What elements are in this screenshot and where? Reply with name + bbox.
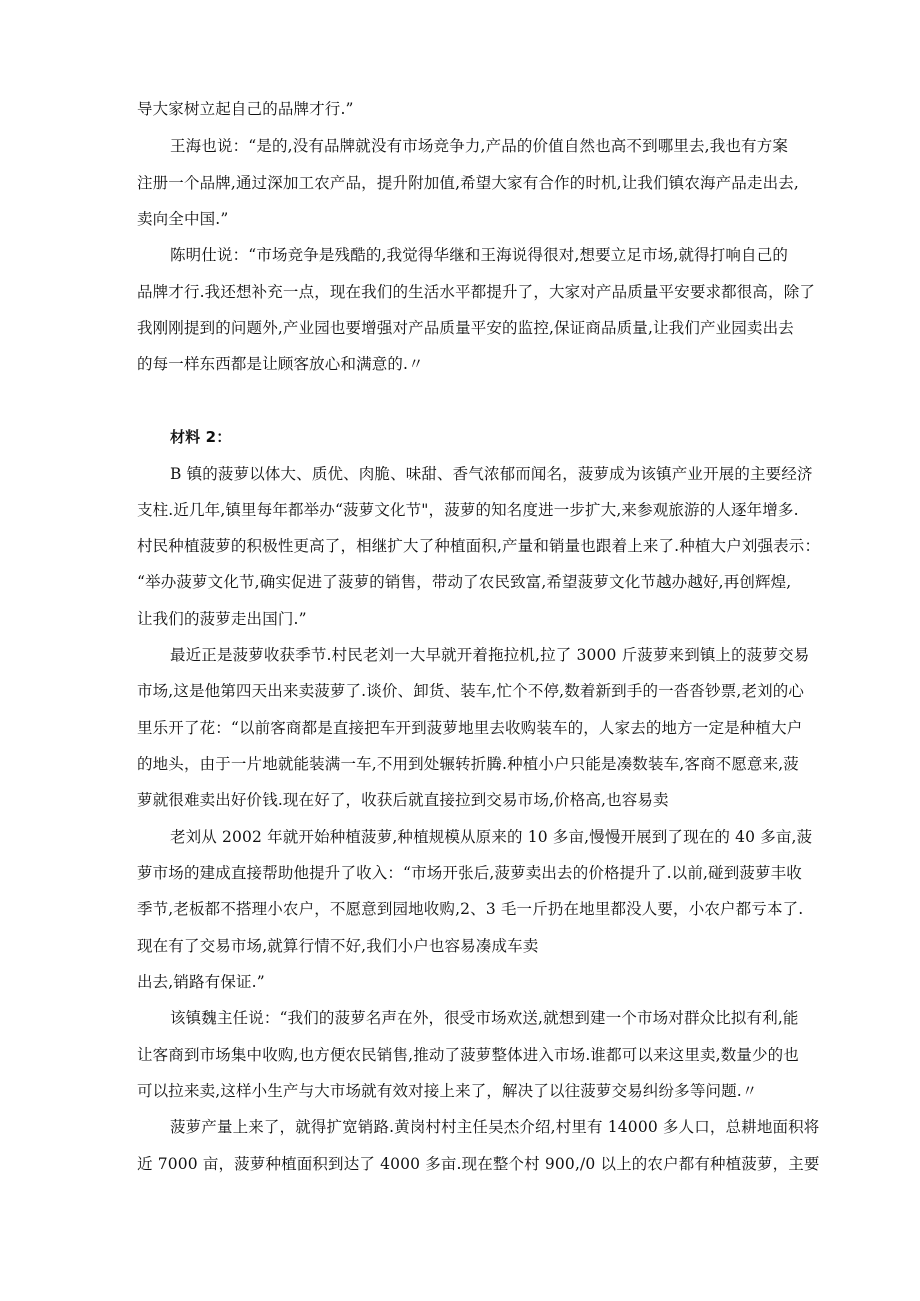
paragraph-line: 近 7000 亩，菠萝种植面积到达了 4000 多亩.现在整个村 900,/0 以上的农户都有种植菠萝，主要 xyxy=(137,1155,820,1173)
paragraph-line: 卖向全中国.” xyxy=(137,210,229,228)
paragraph-line: 里乐开了花：“以前客商都是直接把车开到菠萝地里去收购装车的，人家去的地方一定是种植大户 xyxy=(137,719,803,737)
paragraph-line: 的每一样东西都是让顾客放心和满意的.〃 xyxy=(137,355,424,373)
paragraph-line: 品牌才行.我还想补充一点，现在我们的生活水平都提升了，大家对产品质量平安要求都很高，除了 xyxy=(137,283,816,301)
paragraph-line: B 镇的菠萝以体大、质优、肉脆、味甜、香气浓郁而闻名，菠萝成为该镇产业开展的主要经济 xyxy=(170,465,813,483)
paragraph-line: 萝就很难卖出好价钱.现在好了，收获后就直接拉到交易市场,价格高,也容易卖 xyxy=(137,791,669,809)
paragraph-line: 的地头，由于一片地就能装满一车,不用到处辗转折腾.种植小户只能是凑数装车,客商不愿意来,菠 xyxy=(137,755,799,773)
paragraph-line: 我刚刚提到的问题外,产业园也要增强对产品质量平安的监控,保证商品质量,让我们产业园卖出去 xyxy=(137,319,794,337)
paragraph-line: 季节,老板都不搭理小农户，不愿意到园地收购,2、3 毛一斤扔在地里都没人要，小农户都亏本了. xyxy=(137,900,804,918)
paragraph-line: “举办菠萝文化节,确实促进了菠萝的销售，带动了农民致富,希望菠萝文化节越办越好,再创辉煌, xyxy=(137,573,792,591)
paragraph-line: 最近正是菠萝收获季节.村民老刘一大早就开着拖拉机,拉了 3000 斤菠萝来到镇上的菠萝交易 xyxy=(170,646,810,664)
paragraph-line: 陈明仕说：“市场竞争是残酷的,我觉得华继和王海说得很对,想要立足市场,就得打响自己的 xyxy=(170,246,789,264)
paragraph-line: 王海也说：“是的,没有品牌就没有市场竞争力,产品的价值自然也高不到哪里去,我也有方案 xyxy=(170,137,789,155)
paragraph-line: 村民种植菠萝的积极性更高了，相继扩大了种植面积,产量和销量也跟着上来了.种植大户刘强表示： xyxy=(137,537,821,555)
paragraph-line: 老刘从 2002 年就开始种植菠萝,种植规模从原来的 10 多亩,慢慢开展到了现在的 40 多亩,菠 xyxy=(170,828,813,846)
paragraph-line: 让我们的菠萝走出国门.” xyxy=(137,610,307,628)
paragraph-line: 出去,销路有保证.” xyxy=(137,973,265,991)
paragraph-line: 支柱.近几年,镇里每年都举办“菠萝文化节"，菠萝的知名度进一步扩大,来参观旅游的人逐年增多. xyxy=(137,501,799,519)
paragraph-line: 导大家树立起自己的品牌才行.” xyxy=(137,100,354,118)
paragraph-line: 注册一个品牌,通过深加工农产品，提升附加值,希望大家有合作的时机,让我们镇农海产品走出去, xyxy=(137,174,799,192)
paragraph-line: 萝市场的建成直接帮助他提升了收入：“市场开张后,菠萝卖出去的价格提升了.以前,碰到菠萝丰收 xyxy=(137,864,802,882)
paragraph-line: 该镇魏主任说：“我们的菠萝名声在外，很受市场欢送,就想到建一个市场对群众比拟有利,能 xyxy=(170,1009,799,1027)
paragraph-line: 现在有了交易市场,就算行情不好,我们小户也容易凑成车卖 xyxy=(137,937,539,955)
paragraph-line: 市场,这是他第四天出来卖菠萝了.谈价、卸货、装车,忙个不停,数着新到手的一沓沓钞票,老刘的心 xyxy=(137,682,805,700)
paragraph-line: 可以拉来卖,这样小生产与大市场就有效对接上来了，解决了以往菠萝交易纠纷多等问题.〃 xyxy=(137,1082,758,1100)
section-heading: 材料 2： xyxy=(170,428,232,446)
paragraph-line: 菠萝产量上来了，就得扩宽销路.黄岗村村主任吴杰介绍,村里有 14000 多人口，总耕地面积将 xyxy=(170,1118,820,1136)
paragraph-line: 让客商到市场集中收购,也方便农民销售,推动了菠萝整体进入市场.谁都可以来这里卖,数量少的也 xyxy=(137,1046,799,1064)
